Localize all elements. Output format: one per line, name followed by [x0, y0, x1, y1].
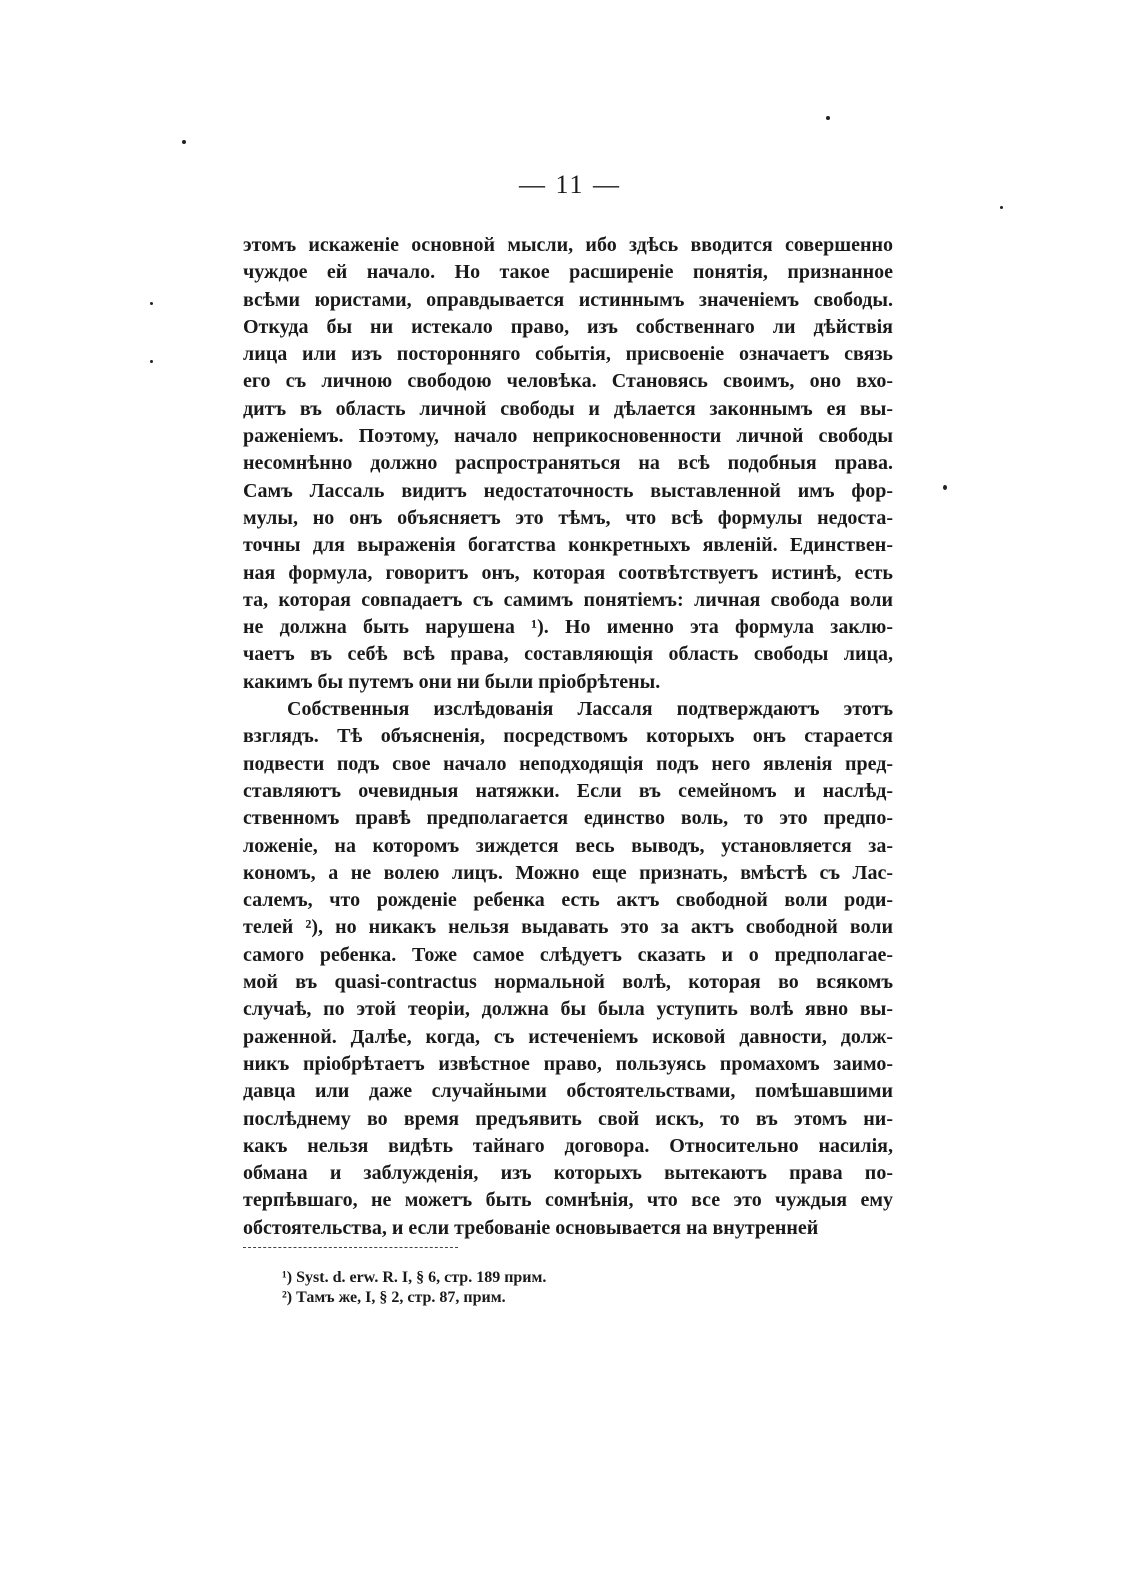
text-line: никъ пріобрѣтаетъ извѣстное право, пользуясь промахомъ заимо-: [243, 1052, 893, 1075]
paragraph: [243, 232, 893, 696]
text-line: ная формула, говоритъ онъ, которая соотвѣтствуетъ истинѣ, есть: [243, 561, 893, 584]
text-line: та, которая совпадаетъ съ самимъ понятіемъ: личная свобода воли: [243, 588, 893, 611]
scan-speck: [150, 360, 153, 363]
text-line: чаетъ въ себѣ всѣ права, составляющія область свободы лица,: [243, 643, 893, 666]
text-line: чуждое ей начало. Но такое расширеніе понятія, признанное: [243, 261, 893, 284]
scan-speck: [1000, 206, 1003, 209]
text-line: несомнѣнно должно распространяться на всѣ подобныя права.: [243, 452, 893, 475]
text-line: случаѣ, по этой теоріи, должна бы была уступить волѣ явно вы-: [243, 998, 893, 1021]
text-line: Откуда бы ни истекало право, изъ собственнаго ли дѣйствія: [243, 315, 893, 338]
text-line: взглядъ. Тѣ объясненія, посредствомъ которыхъ онъ старается: [243, 725, 893, 748]
body-text: [243, 232, 893, 1242]
text-line: не должна быть нарушена ¹). Но именно эта формула заклю-: [243, 616, 893, 639]
text-line: лица или изъ посторонняго событія, присвоеніе означаетъ связь: [243, 343, 893, 366]
text-line: самого ребенка. Тоже самое слѣдуетъ сказать и о предполагае-: [243, 943, 893, 966]
text-line: какъ нельзя видѣть тайнаго договора. Относительно насилія,: [243, 1134, 893, 1157]
text-line: всѣми юристами, оправдывается истиннымъ значеніемъ свободы.: [243, 288, 893, 311]
text-line: дитъ въ область личной свободы и дѣлается законнымъ ея вы-: [243, 397, 893, 420]
text-line: подвести подъ свое начало неподходящія подъ него явленія пред-: [243, 752, 893, 775]
text-line: ственномъ правѣ предполагается единство воль, то это предпо-: [243, 807, 893, 830]
text-line: ставляютъ очевидныя натяжки. Если въ семейномъ и наслѣд-: [243, 779, 893, 802]
text-line: раженіемъ. Поэтому, начало неприкосновенности личной свободы: [243, 425, 893, 448]
text-line: ложеніе, на которомъ зиждется весь выводъ, установляется за-: [243, 834, 893, 857]
text-line: этомъ искаженіе основной мысли, ибо здѣсь вводится совершенно: [243, 234, 893, 256]
text-line: салемъ, что рожденіе ребенка есть актъ свободной воли роди-: [243, 889, 893, 912]
text-line: мулы, но онъ объясняетъ это тѣмъ, что всѣ формулы недоста-: [243, 506, 893, 529]
text-line: обстоятельства, и если требованіе основывается на внутренней: [243, 1216, 819, 1239]
text-line: послѣднему во время предъявить свой искъ, то въ этомъ ни-: [243, 1107, 893, 1130]
text-line: давца или даже случайными обстоятельствами, помѣшавшими: [243, 1080, 893, 1103]
text-line: точны для выраженія богатства конкретныхъ явленій. Единствен-: [243, 534, 893, 557]
text-line: терпѣвшаго, не можетъ быть сомнѣнія, что все это чуждыя ему: [243, 1189, 893, 1212]
scan-speck: [943, 485, 947, 490]
page-number: — 11 —: [518, 170, 622, 199]
text-line: раженной. Далѣе, когда, съ истеченіемъ исковой давности, долж-: [243, 1025, 893, 1048]
scan-speck: [150, 302, 153, 305]
footnote-2: ²) Тамъ же, I, § 2, стр. 87, прим.: [282, 1289, 506, 1306]
text-line: обмана и заблужденія, изъ которыхъ вытекаютъ права по-: [243, 1162, 893, 1185]
paragraph: [243, 696, 893, 1242]
text-line: кономъ, а не волею лицъ. Можно еще признать, вмѣстѣ съ Лас-: [243, 861, 893, 884]
text-line: Собственныя изслѣдованія Лассаля подтверждаютъ этотъ: [287, 698, 893, 721]
footnote-1: ¹) Syst. d. erw. R. I, § 6, стр. 189 прим.: [282, 1269, 547, 1286]
footnotes: [282, 1268, 882, 1308]
text-line: его съ личною свободою человѣка. Становясь своимъ, оно вхо-: [243, 370, 893, 393]
text-line: какимъ бы путемъ они ни были пріобрѣтены.: [243, 670, 661, 693]
footnote-divider: [243, 1247, 458, 1248]
text-line: Самъ Лассаль видитъ недостаточность выставленной имъ фор-: [243, 479, 893, 502]
scan-speck: [182, 140, 186, 144]
text-line: мой въ quasi-contractus нормальной волѣ, которая во всякомъ: [243, 971, 893, 994]
scan-speck: [826, 116, 830, 120]
text-line: телей ²), но никакъ нельзя выдавать это за актъ свободной воли: [243, 916, 893, 939]
